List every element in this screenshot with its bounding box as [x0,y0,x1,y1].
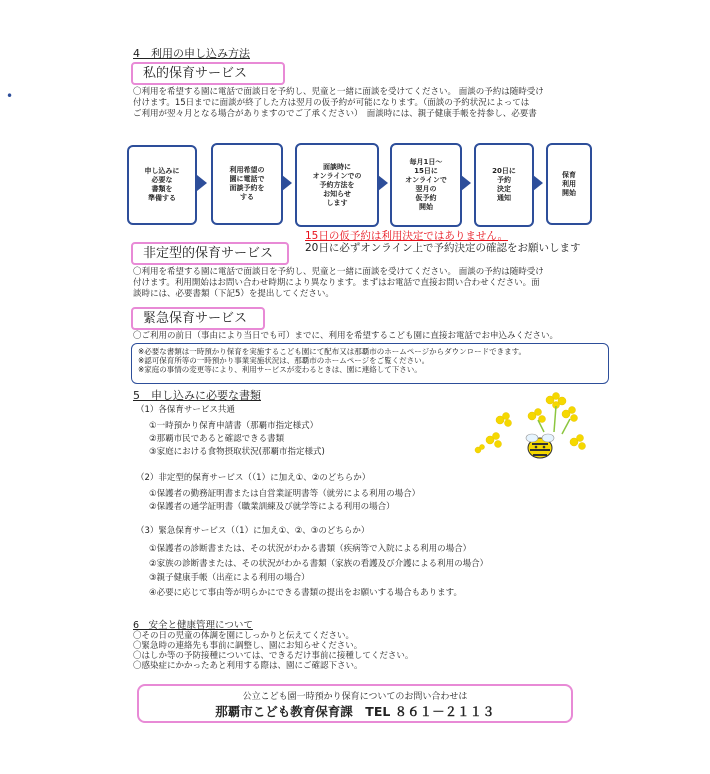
common-heading: （1）各保育サービス共通 [136,405,235,415]
irregular-heading: （2）非定型的保育サービス（（1）に加え①、②のどちらか） [136,473,371,483]
flow-step-6: 保育 利用 開始 [546,143,592,225]
list-item: ③親子健康手帳（出産による利用の場合） [149,573,310,583]
list-item: ②家族の診断書または、その状況がわかる書類（家族の看護及び介護による利用の場合） [149,558,489,569]
emergency-service-text: 〇ご利用の前日（事由により当日でも可）までに、利用を希望するこども園に直接お電話でお申込みください。 [133,331,559,341]
text-line: 付けます。15日までに面談が終了した方は翌月の仮予約が可能になります。（面談の予約状況によっては [133,98,530,108]
emergency-items [149,542,488,600]
text-line: 〇感染症にかかったあと利用する際は、園にご確認下さい。 [133,661,363,671]
bee-and-flowers-icon [470,392,590,470]
section-5-title: 5 申し込みに必要な書類 [133,389,261,402]
irregular-items [149,488,420,514]
flow-arrow-icon [282,175,292,191]
flow-step-3: 面談時に オンラインでの 予約方法を お知らせ します [295,143,379,227]
section-6-title: 6 安全と健康管理について [133,620,253,631]
notice-item: ※認可保育所等の一時預かり事業実施状況は、那覇市のホームページをご覧ください。 [138,356,430,365]
flow-arrow-icon [378,175,388,191]
flow-arrow-icon [533,175,543,191]
emergency-service-label: 緊急保育サービス [131,307,265,330]
contact-phone: 那覇市こども教育保育課 TEL ８６１－２１１３ [215,704,495,719]
flow-step-2: 利用希望の 園に電話で 面談予約を する [211,143,283,225]
text-line: 〇緊急時の連絡先も事前に調整し、園にお知らせください。 [133,641,363,651]
list-item: ①保護者の診断書または、その状況がわかる書類（疾病等で入院による利用の場合） [149,544,472,554]
text-line: 付けます。利用開始はお問い合わせ時期により異なります。まずはお電話で直接お問い合わせください。面 [133,278,540,288]
contact-intro: 公立こども園一時預かり保育についてのお問い合わせは [242,692,468,702]
private-service-label: 私的保育サービス [131,62,285,85]
bullet-mark: • [6,89,14,103]
confirmation-note: 20日に必ずオンライン上で予約決定の確認をお願いします [305,242,581,254]
flow-step-5: 20日に 予約 決定 通知 [474,143,534,227]
section-4-title: 4 利用の申し込み方法 [133,47,250,60]
notice-item: ※必要な書類は一時預かり保育を実施するこども園にて配布又は那覇市のホームページからダウンロードできます。 [138,347,527,356]
private-service-text [133,87,544,120]
text-line: 〇その日の児童の体調を園にしっかりと伝えてください。 [133,631,355,641]
warning-note: 15日の仮予約は利用決定ではありません。 [305,230,508,242]
notice-item: ※家庭の事情の変更等により、利用サービスが変わるときは、園に連絡して下さい。 [138,365,422,374]
list-item: ②那覇市民であると確認できる書類 [149,434,285,444]
emergency-heading: （3）緊急保育サービス（（1）に加え①、②、③のどちらか） [136,526,370,536]
text-line: ご利用が翌々月となる場合がありますのでご了承ください） 面談時には、親子健康手帳を持参し、必要書 [133,109,537,119]
flow-step-1: 申し込みに 必要な 書類を 準備する [127,145,197,225]
text-line: 〇利用を希望する園に電話で面談日を予約し、児童と一緒に面談を受けてください。 面談の予約は随時受け [133,267,544,277]
list-item: ①保護者の勤務証明書または自営業証明書等（就労による利用の場合） [149,489,421,499]
notice-box [131,343,609,384]
flow-arrow-icon [197,175,207,191]
contact-box [137,684,573,723]
list-item: ②保護者の通学証明書（職業訓練及び就学等による利用の場合） [149,502,395,512]
text-line: 談時には、必要書類（下記5）を提出してください。 [133,289,334,299]
list-item: ③家庭における食物摂取状況(那覇市指定様式) [149,447,325,457]
text-line: 〇はしか等の予防接種については、できるだけ事前に接種してください。 [133,651,414,661]
irregular-service-label: 非定型的保育サービス [131,242,289,265]
common-items [149,420,325,459]
safety-text [133,631,413,671]
list-item: ①一時預かり保育申請書（那覇市指定様式） [149,421,319,431]
flow-arrow-icon [461,175,471,191]
list-item: ④必要に応じて事由等が明らかにできる書類の提出をお願いする場合もあります。 [149,587,462,598]
flow-step-4: 毎月1日～ 15日に オンラインで 翌月の 仮予約 開始 [390,143,462,227]
text-line: 〇利用を希望する園に電話で面談日を予約し、児童と一緒に面談を受けてください。 面談の予約は随時受け [133,87,544,97]
irregular-service-text [133,267,544,300]
